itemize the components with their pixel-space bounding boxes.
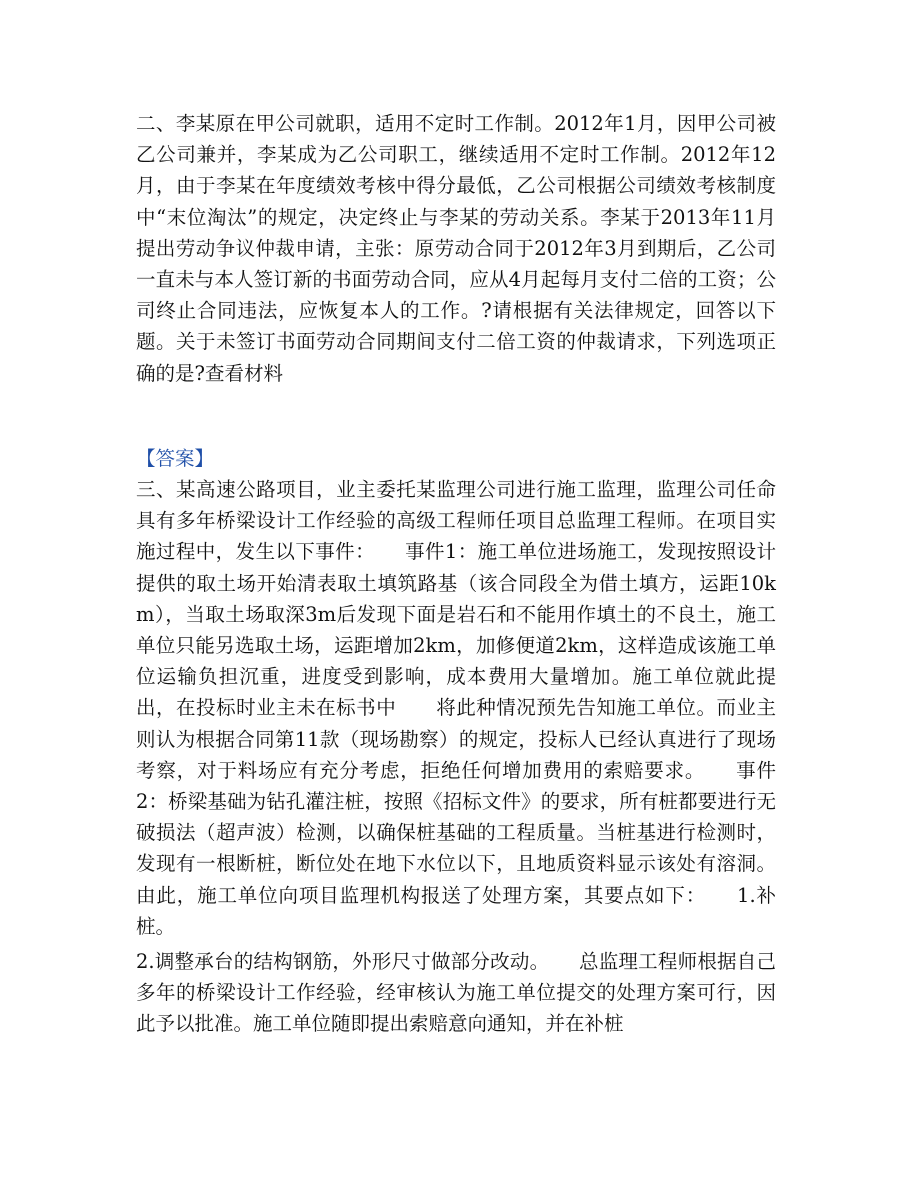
question-three-continuation: 2.调整承台的结构钢筋，外形尺寸做部分改动。 总监理工程师根据自己多年的桥梁设计工作经验，经审核认为施工单位提交的处理方案可行，因此予以批准。施工单位随即提出索赔意向通知，并在补桩	[136, 950, 776, 1036]
question-two-paragraph: 二、李某原在甲公司就职，适用不定时工作制。2012年1月，因甲公司被乙公司兼并，李某成为乙公司职工，继续适用不定时工作制。2012年12月，由于李某在年度绩效考核中得分最低，乙公司根据公司绩效考核制度中“末位淘汰”的规定，决定终止与李某的劳动关系。李某于2013年11月提出劳动争议仲裁申请，主张：原劳动合同于2012年3月到期后，乙公司一直未与本人签订新的书面劳动合同，应从4月起每月支付二倍的工资；公司终止合同违法，应恢复本人的工作。?请根据有关法律规定，回答以下题。关于未签订书面劳动合同期间支付二倍工资的仲裁请求，下列选项正确的是?查看材料	[136, 112, 776, 385]
document-body	[136, 108, 776, 1040]
paragraph-gap	[136, 389, 776, 443]
answer-label: 【答案】	[136, 446, 215, 470]
question-three-paragraph: 三、某高速公路项目，业主委托某监理公司进行施工监理，监理公司任命具有多年桥梁设计工作经验的高级工程师任项目总监理工程师。在项目实施过程中，发生以下事件： 事件1：施工单位进场施工，发现按照设计提供的取土场开始清表取土填筑路基（该合同段全为借土填方，运距10km），当取土场取深3m后发现下面是岩石和不能用作填土的不良土，施工单位只能另选取土场，运距增加2km，加修便道2km，这样造成该施工单位运输负担沉重，进度受到影响，成本费用大量增加。施工单位就此提出，在投标时业主未在标书中 将此种情况预先告知施工单位。而业主则认为根据合同第11款（现场勘察）的规定，投标人已经认真进行了现场考察，对于料场应有充分考虑，拒绝任何增加费用的索赔要求。 事件2：桥梁基础为钻孔灌注桩，按照《招标文件》的要求，所有桩都要进行无破损法（超声波）检测，以确保桩基础的工程质量。当桩基进行检测时，发现有一根断桩，断位处在地下水位以下，且地质资料显示该处有溶洞。由此，施工单位向项目监理机构报送了处理方案，其要点如下： 1.补桩。	[136, 478, 776, 938]
